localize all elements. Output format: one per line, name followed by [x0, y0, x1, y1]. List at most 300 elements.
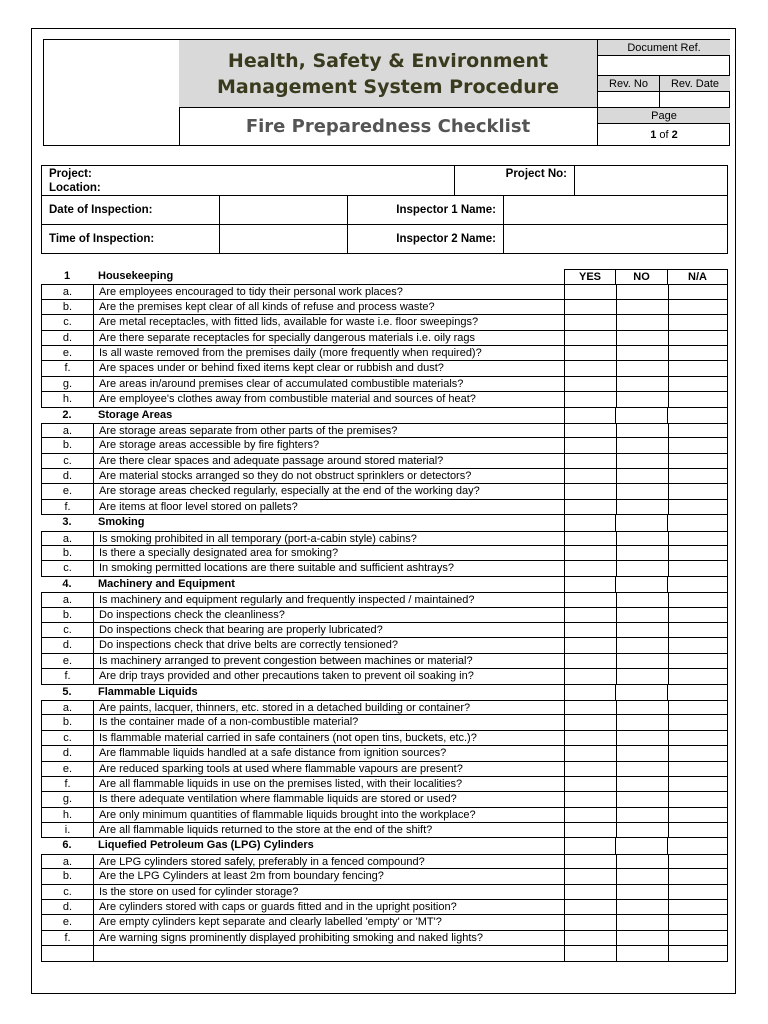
item-question: Are metal receptacles, with fitted lids, available for waste i.e. floor sweepings?: [93, 315, 564, 330]
item-question: Are spaces under or behind fixed items kept clear or rubbish and dust?: [93, 361, 564, 376]
item-letter: g.: [41, 377, 93, 392]
no-checkbox-cell[interactable]: [616, 454, 668, 469]
item-question: Are cylinders stored with caps or guards fitted and in the upright position?: [93, 900, 564, 915]
na-checkbox-cell[interactable]: [668, 346, 728, 361]
page-total: 2: [671, 128, 678, 141]
na-checkbox-cell[interactable]: [668, 931, 728, 946]
item-question: Are material stocks arranged so they do not obstruct sprinklers or detectors?: [93, 469, 564, 484]
na-checkbox-cell[interactable]: [668, 454, 728, 469]
no-checkbox-cell[interactable]: [616, 315, 668, 330]
yes-checkbox-cell[interactable]: [564, 746, 616, 761]
item-letter: f.: [41, 931, 93, 946]
item-question: Is machinery arranged to prevent congestion between machines or material?: [93, 654, 564, 669]
yes-checkbox-cell[interactable]: [564, 808, 616, 823]
item-question: Are storage areas separate from other parts of the premises?: [93, 423, 564, 438]
item-question: In smoking permitted locations are there suitable and sufficient ashtrays?: [93, 561, 564, 576]
no-checkbox-cell[interactable]: [616, 423, 668, 438]
no-checkbox-cell[interactable]: [616, 546, 668, 561]
no-checkbox-cell[interactable]: [616, 638, 668, 653]
no-checkbox-cell[interactable]: [616, 715, 668, 730]
item-letter: g.: [41, 792, 93, 807]
section-header-row: [41, 577, 728, 592]
checklist-item-row: [41, 623, 728, 638]
item-letter: d.: [41, 331, 93, 346]
item-letter: d.: [41, 746, 93, 761]
na-checkbox-cell[interactable]: [668, 762, 728, 777]
no-checkbox-cell[interactable]: [616, 346, 668, 361]
no-checkbox-cell[interactable]: [616, 300, 668, 315]
checklist-item-row: [41, 700, 728, 715]
item-letter: h.: [41, 808, 93, 823]
yes-checkbox-cell[interactable]: [564, 284, 616, 299]
checklist-item-row: [41, 346, 728, 361]
na-column-header: N/A: [668, 269, 728, 284]
checklist-item-row: [41, 592, 728, 607]
na-checkbox-cell[interactable]: [668, 669, 728, 684]
date-label: Date of Inspection:: [42, 196, 220, 225]
checklist-item-row: [41, 284, 728, 299]
item-letter: e.: [41, 346, 93, 361]
checklist-item-row: [41, 762, 728, 777]
item-letter: c.: [41, 315, 93, 330]
item-question: Are flammable liquids handled at a safe distance from ignition sources?: [93, 746, 564, 761]
na-cell: [668, 838, 728, 853]
na-checkbox-cell[interactable]: [668, 361, 728, 376]
na-checkbox-cell[interactable]: [668, 808, 728, 823]
section-number: 5.: [62, 685, 72, 698]
checklist-item-row: [41, 854, 728, 869]
yes-checkbox-cell[interactable]: [564, 392, 616, 407]
checklist-item-row: [41, 546, 728, 561]
rev-no-label: Rev. No: [598, 76, 660, 92]
item-question: Are storage areas checked regularly, especially at the end of the working day?: [93, 484, 564, 499]
item-question: Is flammable material carried in safe containers (not open tins, buckets, etc.)?: [93, 731, 564, 746]
document-subtitle: Fire Preparedness Checklist: [245, 115, 531, 137]
item-letter: e.: [41, 762, 93, 777]
item-question: Is the container made of a non-combustible material?: [93, 715, 564, 730]
item-letter: b.: [41, 546, 93, 561]
item-letter: c.: [41, 885, 93, 900]
project-no-field[interactable]: [575, 166, 727, 196]
section-title: Flammable Liquids: [98, 685, 198, 698]
no-checkbox-cell[interactable]: [616, 869, 668, 884]
no-checkbox-cell[interactable]: [616, 669, 668, 684]
na-checkbox-cell[interactable]: [668, 623, 728, 638]
checklist-item-row: [41, 361, 728, 376]
section-header-row: [41, 685, 728, 700]
section-header-row: [41, 515, 728, 530]
na-checkbox-cell[interactable]: [668, 377, 728, 392]
checklist-item-row: [41, 377, 728, 392]
no-checkbox-cell[interactable]: [616, 654, 668, 669]
na-checkbox-cell[interactable]: [668, 869, 728, 884]
checklist-item-row: [41, 561, 728, 576]
title-line-1: Health, Safety & Environment: [227, 49, 549, 72]
item-question: Are there clear spaces and adequate passage around stored material?: [93, 454, 564, 469]
item-question: Do inspections check that drive belts are correctly tensioned?: [93, 638, 564, 653]
item-letter: f.: [41, 777, 93, 792]
na-checkbox-cell[interactable]: [668, 469, 728, 484]
checklist-item-row: [41, 915, 728, 930]
na-checkbox-cell[interactable]: [668, 331, 728, 346]
na-checkbox-cell[interactable]: [668, 608, 728, 623]
document-meta: [597, 40, 730, 145]
checklist-item-row: [41, 423, 728, 438]
na-checkbox-cell[interactable]: [668, 484, 728, 499]
no-checkbox-cell[interactable]: [616, 284, 668, 299]
no-checkbox-cell[interactable]: [616, 854, 668, 869]
item-letter: c.: [41, 731, 93, 746]
item-letter: h.: [41, 392, 93, 407]
checklist-item-row: [41, 331, 728, 346]
yes-column-header: YES: [564, 269, 616, 284]
item-question: Are employee's clothes away from combustible material and sources of heat?: [93, 392, 564, 407]
checklist-item-row: [41, 531, 728, 546]
project-label: Project:: [49, 168, 92, 180]
yes-checkbox-cell[interactable]: [564, 823, 616, 838]
yes-checkbox-cell[interactable]: [564, 669, 616, 684]
checklist-table: [41, 269, 728, 962]
item-letter: a.: [41, 700, 93, 715]
yes-checkbox-cell[interactable]: [564, 546, 616, 561]
yes-checkbox-cell[interactable]: [564, 792, 616, 807]
checklist-item-row: [41, 931, 728, 946]
item-letter: f.: [41, 500, 93, 515]
item-letter: c.: [41, 623, 93, 638]
checklist-item-row: [41, 469, 728, 484]
no-cell: [616, 515, 668, 530]
item-letter: i.: [41, 823, 93, 838]
section-title: Housekeeping: [98, 270, 174, 282]
na-checkbox-cell[interactable]: [668, 885, 728, 900]
yes-checkbox-cell[interactable]: [564, 423, 616, 438]
na-checkbox-cell[interactable]: [668, 638, 728, 653]
item-letter: b.: [41, 715, 93, 730]
page-label: Page: [598, 108, 730, 124]
item-question: Are all flammable liquids returned to the store at the end of the shift?: [93, 823, 564, 838]
item-question: Are empty cylinders kept separate and clearly labelled 'empty' or 'MT'?: [93, 915, 564, 930]
no-cell: [616, 408, 668, 423]
item-question: Are LPG cylinders stored safely, preferably in a fenced compound?: [93, 854, 564, 869]
checklist-item-row: [41, 315, 728, 330]
yes-checkbox-cell[interactable]: [564, 315, 616, 330]
empty-cell: [616, 946, 668, 961]
yes-cell: [564, 685, 616, 700]
item-question: Are employees encouraged to tidy their personal work places?: [93, 284, 564, 299]
yes-cell: [564, 408, 616, 423]
na-cell: [668, 408, 728, 423]
page-of: of: [659, 128, 669, 141]
no-checkbox-cell[interactable]: [616, 331, 668, 346]
no-checkbox-cell[interactable]: [616, 731, 668, 746]
yes-checkbox-cell[interactable]: [564, 654, 616, 669]
yes-cell: [564, 838, 616, 853]
yes-checkbox-cell[interactable]: [564, 377, 616, 392]
no-checkbox-cell[interactable]: [616, 438, 668, 453]
yes-checkbox-cell[interactable]: [564, 869, 616, 884]
checklist-item-row: [41, 900, 728, 915]
no-checkbox-cell[interactable]: [616, 762, 668, 777]
no-checkbox-cell[interactable]: [616, 392, 668, 407]
no-column-header: NO: [616, 269, 668, 284]
no-checkbox-cell[interactable]: [616, 484, 668, 499]
yes-checkbox-cell[interactable]: [564, 915, 616, 930]
checklist-item-row: [41, 500, 728, 515]
no-checkbox-cell[interactable]: [616, 915, 668, 930]
checklist-item-row: [41, 392, 728, 407]
na-checkbox-cell[interactable]: [668, 700, 728, 715]
na-checkbox-cell[interactable]: [668, 854, 728, 869]
na-checkbox-cell[interactable]: [668, 823, 728, 838]
yes-checkbox-cell[interactable]: [564, 715, 616, 730]
no-checkbox-cell[interactable]: [616, 561, 668, 576]
item-letter: a.: [41, 531, 93, 546]
no-checkbox-cell[interactable]: [616, 746, 668, 761]
inspector2-label: Inspector 2 Name:: [348, 225, 504, 253]
checklist-item-row: [41, 823, 728, 838]
doc-ref-label: Document Ref.: [598, 40, 730, 56]
yes-checkbox-cell[interactable]: [564, 931, 616, 946]
item-question: Is all waste removed from the premises daily (more frequently when required)?: [93, 346, 564, 361]
section-number: 2.: [62, 408, 72, 421]
rev-no-value: [598, 92, 660, 108]
na-checkbox-cell[interactable]: [668, 500, 728, 515]
yes-checkbox-cell[interactable]: [564, 500, 616, 515]
empty-cell: [668, 946, 728, 961]
item-question: Are there separate receptacles for specially dangerous materials i.e. oily rags: [93, 331, 564, 346]
yes-checkbox-cell[interactable]: [564, 700, 616, 715]
section-title: Liquefied Petroleum Gas (LPG) Cylinders: [98, 839, 314, 852]
na-checkbox-cell[interactable]: [668, 900, 728, 915]
date-field[interactable]: [220, 196, 348, 225]
na-checkbox-cell[interactable]: [668, 284, 728, 299]
section-number: 3.: [62, 516, 72, 529]
na-checkbox-cell[interactable]: [668, 792, 728, 807]
checklist-item-row: [41, 669, 728, 684]
na-cell: [668, 577, 728, 592]
yes-checkbox-cell[interactable]: [564, 484, 616, 499]
item-question: Is the store on used for cylinder storage?: [93, 885, 564, 900]
na-checkbox-cell[interactable]: [668, 546, 728, 561]
item-question: Are storage areas accessible by fire fighters?: [93, 438, 564, 453]
item-question: Are warning signs prominently displayed prohibiting smoking and naked lights?: [93, 931, 564, 946]
doc-ref-value: [598, 56, 730, 76]
subtitle-box: [179, 107, 597, 145]
inspector2-field[interactable]: [504, 225, 727, 253]
na-checkbox-cell[interactable]: [668, 438, 728, 453]
yes-checkbox-cell[interactable]: [564, 900, 616, 915]
checklist-item-row: [41, 808, 728, 823]
yes-checkbox-cell[interactable]: [564, 762, 616, 777]
yes-checkbox-cell[interactable]: [564, 608, 616, 623]
checklist-item-row: [41, 792, 728, 807]
inspector1-field[interactable]: [504, 196, 727, 225]
item-letter: b.: [41, 300, 93, 315]
section-title: Machinery and Equipment: [98, 577, 235, 590]
checklist-item-row: [41, 746, 728, 761]
yes-checkbox-cell[interactable]: [564, 885, 616, 900]
document-header: [43, 39, 730, 146]
na-checkbox-cell[interactable]: [668, 561, 728, 576]
project-info-table: [41, 165, 728, 254]
item-letter: a.: [41, 854, 93, 869]
na-checkbox-cell[interactable]: [668, 777, 728, 792]
time-field[interactable]: [220, 225, 348, 253]
project-no-label: Project No:: [455, 166, 575, 196]
empty-cell: [564, 946, 616, 961]
no-checkbox-cell[interactable]: [616, 777, 668, 792]
section-title: Smoking: [98, 516, 145, 529]
checklist-item-row: [41, 638, 728, 653]
yes-checkbox-cell[interactable]: [564, 438, 616, 453]
yes-checkbox-cell[interactable]: [564, 777, 616, 792]
na-checkbox-cell[interactable]: [668, 915, 728, 930]
item-letter: d.: [41, 469, 93, 484]
inspector1-label: Inspector 1 Name:: [348, 196, 504, 225]
no-checkbox-cell[interactable]: [616, 592, 668, 607]
empty-cell: [41, 946, 93, 961]
section-header-row: [41, 838, 728, 853]
yes-checkbox-cell[interactable]: [564, 361, 616, 376]
na-checkbox-cell[interactable]: [668, 300, 728, 315]
no-checkbox-cell[interactable]: [616, 792, 668, 807]
item-letter: f.: [41, 669, 93, 684]
item-letter: c.: [41, 561, 93, 576]
item-question: Do inspections check the cleanliness?: [93, 608, 564, 623]
yes-checkbox-cell[interactable]: [564, 854, 616, 869]
no-cell: [616, 577, 668, 592]
no-checkbox-cell[interactable]: [616, 361, 668, 376]
checklist-item-row: [41, 731, 728, 746]
no-cell: [616, 838, 668, 853]
na-checkbox-cell[interactable]: [668, 731, 728, 746]
yes-checkbox-cell[interactable]: [564, 623, 616, 638]
no-checkbox-cell[interactable]: [616, 885, 668, 900]
na-checkbox-cell[interactable]: [668, 315, 728, 330]
no-checkbox-cell[interactable]: [616, 931, 668, 946]
item-letter: e.: [41, 915, 93, 930]
section-number: 6.: [62, 839, 72, 852]
na-checkbox-cell[interactable]: [668, 715, 728, 730]
na-checkbox-cell[interactable]: [668, 531, 728, 546]
item-letter: a.: [41, 592, 93, 607]
page-indicator: [598, 124, 730, 145]
no-checkbox-cell[interactable]: [616, 469, 668, 484]
empty-row: [41, 946, 728, 961]
na-checkbox-cell[interactable]: [668, 654, 728, 669]
item-question: Are all flammable liquids in use on the premises listed, with their localities?: [93, 777, 564, 792]
item-question: Are paints, lacquer, thinners, etc. stored in a detached building or container?: [93, 700, 564, 715]
item-question: Are the premises kept clear of all kinds of refuse and process waste?: [93, 300, 564, 315]
location-label: Location:: [49, 182, 101, 194]
yes-checkbox-cell[interactable]: [564, 592, 616, 607]
item-letter: c.: [41, 454, 93, 469]
item-question: Are only minimum quantities of flammable liquids brought into the workplace?: [93, 808, 564, 823]
checklist-item-row: [41, 608, 728, 623]
item-question: Is smoking prohibited in all temporary (port-a-cabin style) cabins?: [93, 531, 564, 546]
na-checkbox-cell[interactable]: [668, 392, 728, 407]
no-checkbox-cell[interactable]: [616, 500, 668, 515]
checklist-item-row: [41, 885, 728, 900]
yes-checkbox-cell[interactable]: [564, 638, 616, 653]
checklist-item-row: [41, 869, 728, 884]
item-question: Is there adequate ventilation where flammable liquids are stored or used?: [93, 792, 564, 807]
no-checkbox-cell[interactable]: [616, 608, 668, 623]
checklist-item-row: [41, 715, 728, 730]
yes-checkbox-cell[interactable]: [564, 346, 616, 361]
time-label: Time of Inspection:: [42, 225, 220, 253]
na-checkbox-cell[interactable]: [668, 746, 728, 761]
item-letter: a.: [41, 423, 93, 438]
item-letter: a.: [41, 284, 93, 299]
logo-area: [44, 40, 180, 145]
yes-cell: [564, 515, 616, 530]
item-letter: d.: [41, 638, 93, 653]
empty-cell: [93, 946, 564, 961]
checklist-item-row: [41, 454, 728, 469]
checklist-item-row: [41, 654, 728, 669]
item-letter: b.: [41, 869, 93, 884]
yes-checkbox-cell[interactable]: [564, 454, 616, 469]
item-letter: d.: [41, 900, 93, 915]
item-question: Are items at floor level stored on pallets?: [93, 500, 564, 515]
item-letter: e.: [41, 654, 93, 669]
yes-checkbox-cell[interactable]: [564, 469, 616, 484]
item-question: Are drip trays provided and other precautions taken to prevent oil soaking in?: [93, 669, 564, 684]
no-checkbox-cell[interactable]: [616, 808, 668, 823]
page-current: 1: [650, 128, 657, 141]
no-checkbox-cell[interactable]: [616, 823, 668, 838]
checklist-item-row: [41, 777, 728, 792]
yes-checkbox-cell[interactable]: [564, 300, 616, 315]
item-letter: b.: [41, 608, 93, 623]
item-question: Are reduced sparking tools at used where flammable vapours are present?: [93, 762, 564, 777]
no-checkbox-cell[interactable]: [616, 623, 668, 638]
rev-date-value: [660, 92, 730, 108]
section-header-row: [41, 269, 728, 284]
title-box: [179, 40, 597, 108]
item-question: Do inspections check that bearing are properly lubricated?: [93, 623, 564, 638]
yes-checkbox-cell[interactable]: [564, 731, 616, 746]
project-cell: [42, 166, 455, 196]
na-cell: [668, 685, 728, 700]
item-question: Are areas in/around premises clear of accumulated combustible materials?: [93, 377, 564, 392]
item-question: Is there a specially designated area for smoking?: [93, 546, 564, 561]
yes-cell: [564, 577, 616, 592]
checklist-item-row: [41, 484, 728, 499]
no-cell: [616, 685, 668, 700]
title-line-2: Management System Procedure: [216, 75, 560, 98]
item-question: Is machinery and equipment regularly and frequently inspected / maintained?: [93, 592, 564, 607]
na-checkbox-cell[interactable]: [668, 592, 728, 607]
section-title: Storage Areas: [98, 408, 173, 421]
yes-checkbox-cell[interactable]: [564, 531, 616, 546]
na-checkbox-cell[interactable]: [668, 423, 728, 438]
yes-checkbox-cell[interactable]: [564, 561, 616, 576]
no-checkbox-cell[interactable]: [616, 531, 668, 546]
section-header-row: [41, 408, 728, 423]
na-cell: [668, 515, 728, 530]
checklist-item-row: [41, 300, 728, 315]
item-letter: f.: [41, 361, 93, 376]
section-number: 1: [63, 270, 71, 282]
no-checkbox-cell[interactable]: [616, 377, 668, 392]
yes-checkbox-cell[interactable]: [564, 331, 616, 346]
checklist-item-row: [41, 438, 728, 453]
item-letter: b.: [41, 438, 93, 453]
no-checkbox-cell[interactable]: [616, 900, 668, 915]
no-checkbox-cell[interactable]: [616, 700, 668, 715]
